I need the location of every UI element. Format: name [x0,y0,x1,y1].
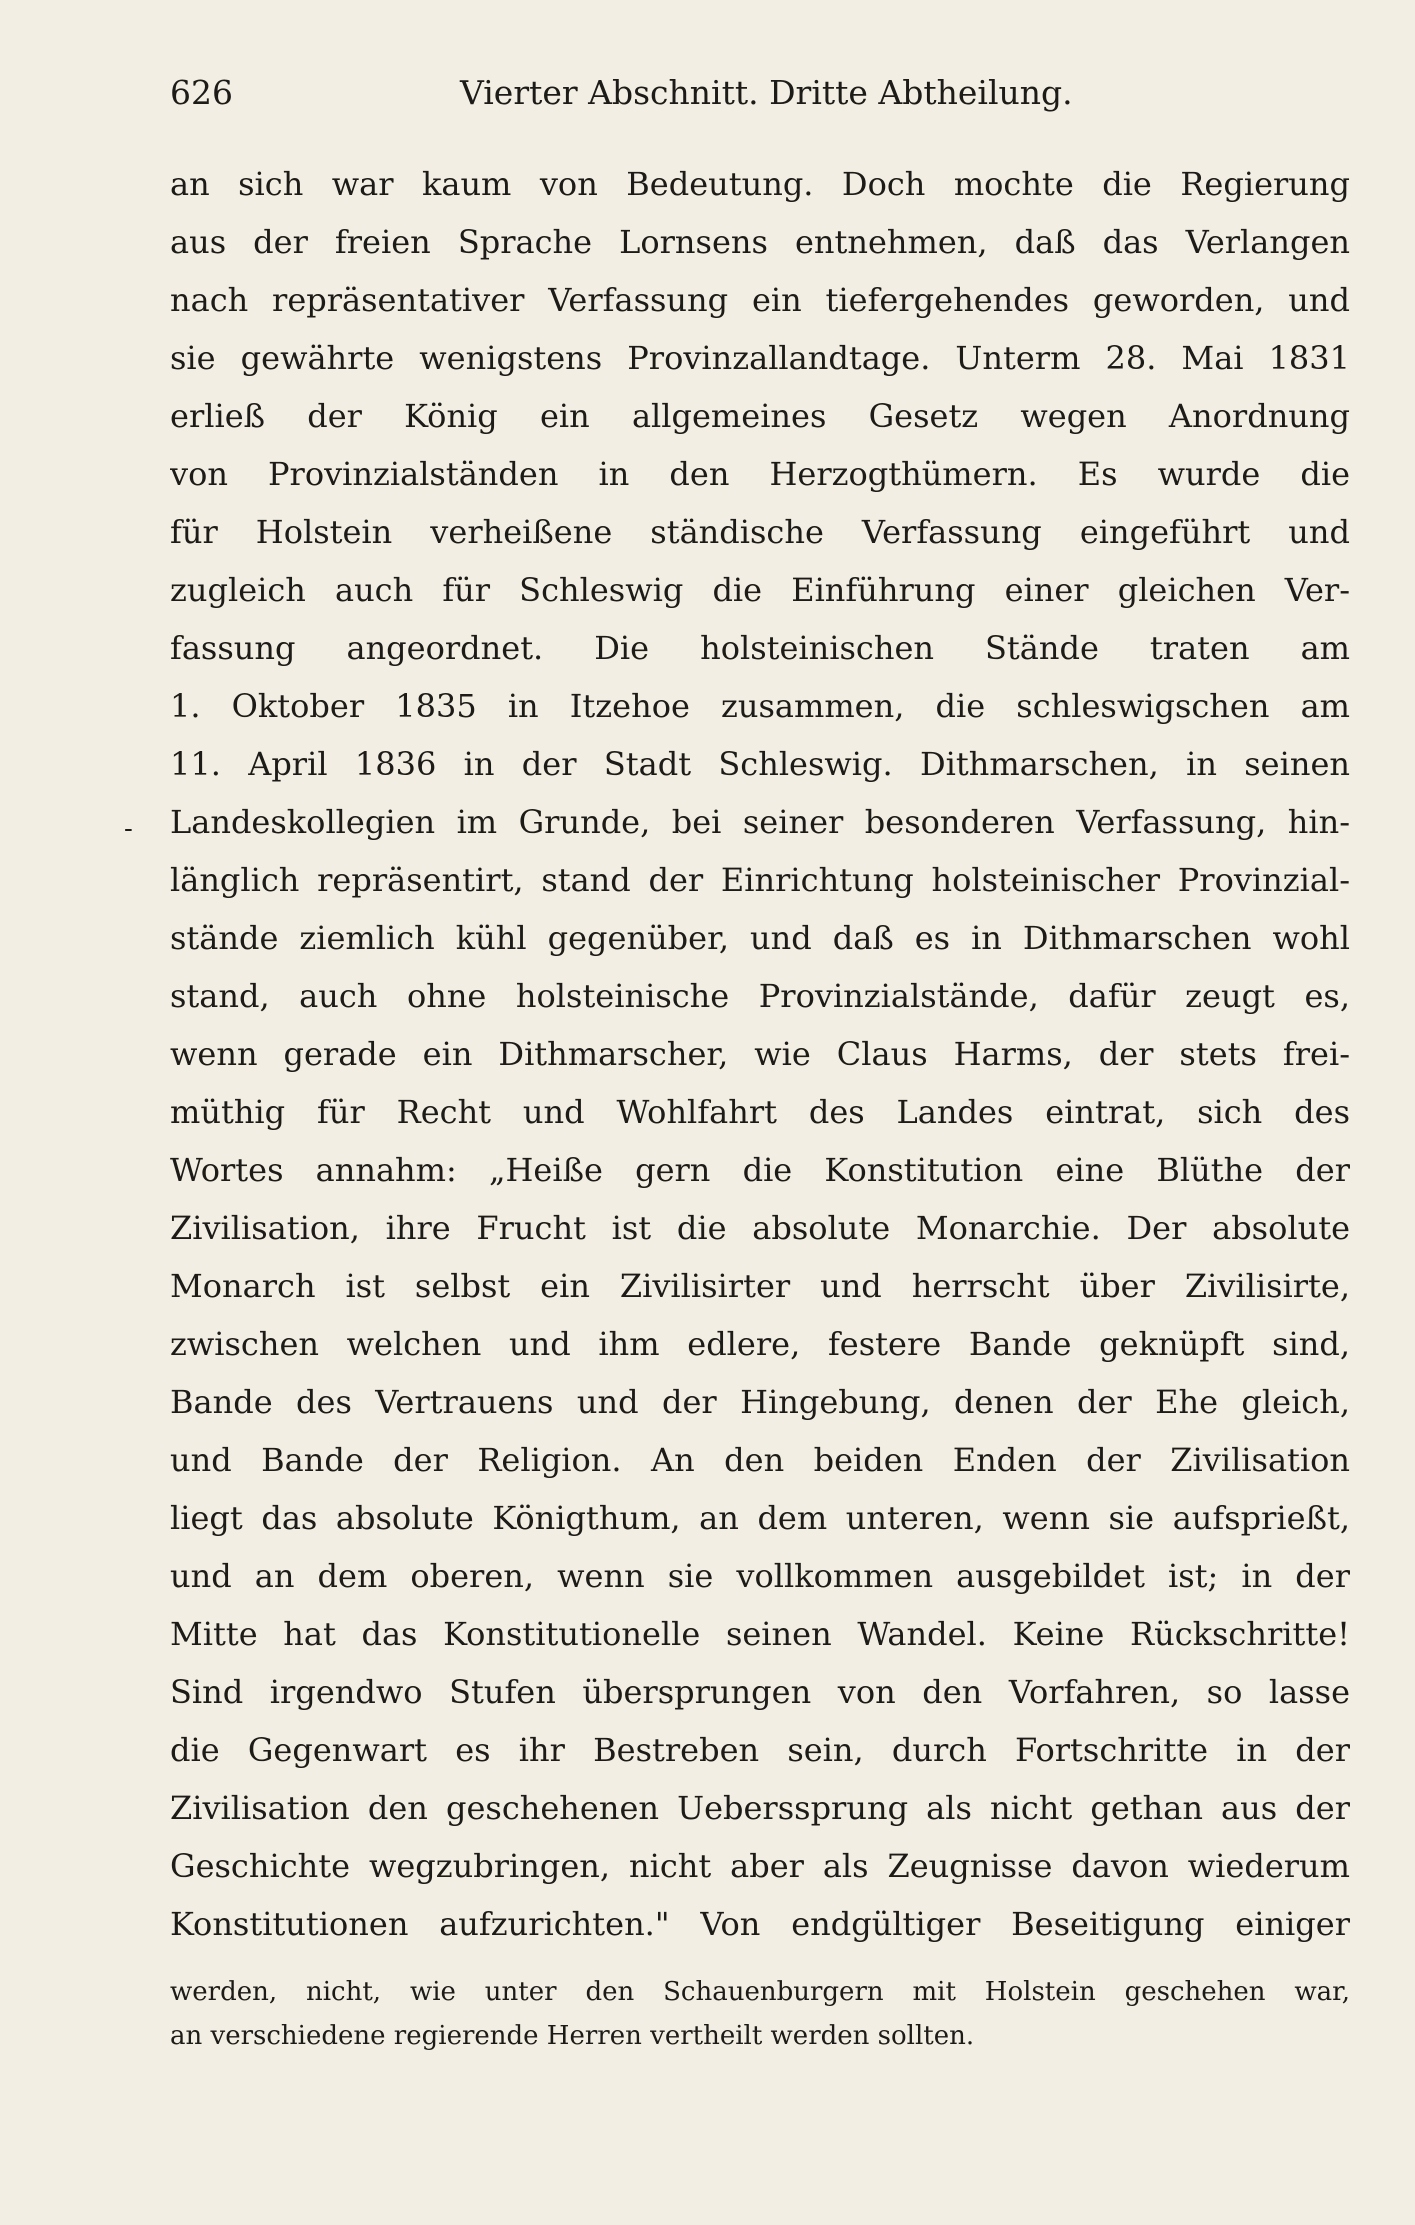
text-line: die Gegenwart es ihr Bestreben sein, durch Fortschritte in der [170,1731,1350,1769]
text-line: fassung angeordnet. Die holsteinischen Stände traten am [170,629,1350,667]
text-line: und Bande der Religion. An den beiden Enden der Zivilisation [170,1441,1350,1479]
text-line: sie gewährte wenigstens Provinzallandtage. Unterm 28. Mai 1831 [170,339,1350,377]
text-line: nach repräsentativer Verfassung ein tiefergehendes geworden, und [170,281,1350,319]
text-line: Konstitutionen aufzurichten." Von endgültiger Beseitigung einiger [170,1905,1350,1943]
margin-mark: - [124,814,133,844]
text-line: länglich repräsentirt, stand der Einrichtung holsteinischer Provinzial- [170,861,1350,899]
text-line: Geschichte wegzubringen, nicht aber als Zeugnisse davon wiederum [170,1847,1350,1885]
footnote-line: an verschiedene regierende Herren vertheilt werden sollten. [170,2021,975,2051]
text-line: von Provinzialständen in den Herzogthümern. Es wurde die [170,455,1350,493]
text-line: Wortes annahm: „Heiße gern die Konstitution eine Blüthe der [170,1151,1350,1189]
text-line: an sich war kaum von Bedeutung. Doch mochte die Regierung [170,165,1350,203]
text-line: zugleich auch für Schleswig die Einführung einer gleichen Ver- [170,571,1350,609]
text-line: Mitte hat das Konstitutionelle seinen Wandel. Keine Rückschritte! [170,1615,1350,1653]
text-line: liegt das absolute Königthum, an dem unteren, wenn sie aufsprießt, [170,1499,1350,1537]
text-line: für Holstein verheißene ständische Verfassung eingeführt und [170,513,1350,551]
text-line: wenn gerade ein Dithmarscher, wie Claus Harms, der stets frei- [170,1035,1350,1073]
text-line: erließ der König ein allgemeines Gesetz wegen Anordnung [170,397,1350,435]
text-line: stand, auch ohne holsteinische Provinzialstände, dafür zeugt es, [170,977,1350,1015]
body-text [170,155,1350,1953]
page-number: 626 [170,73,233,112]
running-head [170,68,1350,118]
text-line: Zivilisation den geschehenen Ueberssprung als nicht gethan aus der [170,1789,1350,1827]
text-line: aus der freien Sprache Lornsens entnehmen, daß das Verlangen [170,223,1350,261]
text-line: stände ziemlich kühl gegenüber, und daß es in Dithmarschen wohl [170,919,1350,957]
text-line: und an dem oberen, wenn sie vollkommen ausgebildet ist; in der [170,1557,1350,1595]
text-line: zwischen welchen und ihm edlere, festere Bande geknüpft sind, [170,1325,1350,1363]
section-title: Vierter Abschnitt. Dritte Abtheilung. [460,73,1073,112]
footnote [170,1970,1350,2058]
text-line: 1. Oktober 1835 in Itzehoe zusammen, die schleswigschen am [170,687,1350,725]
text-line: müthig für Recht und Wohlfahrt des Landes eintrat, sich des [170,1093,1350,1131]
text-line: Sind irgendwo Stufen übersprungen von den Vorfahren, so lasse [170,1673,1350,1711]
text-line: Monarch ist selbst ein Zivilisirter und herrscht über Zivilisirte, [170,1267,1350,1305]
text-line: Bande des Vertrauens und der Hingebung, denen der Ehe gleich, [170,1383,1350,1421]
footnote-line: werden, nicht, wie unter den Schauenburgern mit Holstein geschehen war, [170,1977,1350,2007]
text-line: Landeskollegien im Grunde, bei seiner besonderen Verfassung, hin- [170,803,1350,841]
text-line: 11. April 1836 in der Stadt Schleswig. Dithmarschen, in seinen [170,745,1350,783]
text-line: Zivilisation, ihre Frucht ist die absolute Monarchie. Der absolute [170,1209,1350,1247]
